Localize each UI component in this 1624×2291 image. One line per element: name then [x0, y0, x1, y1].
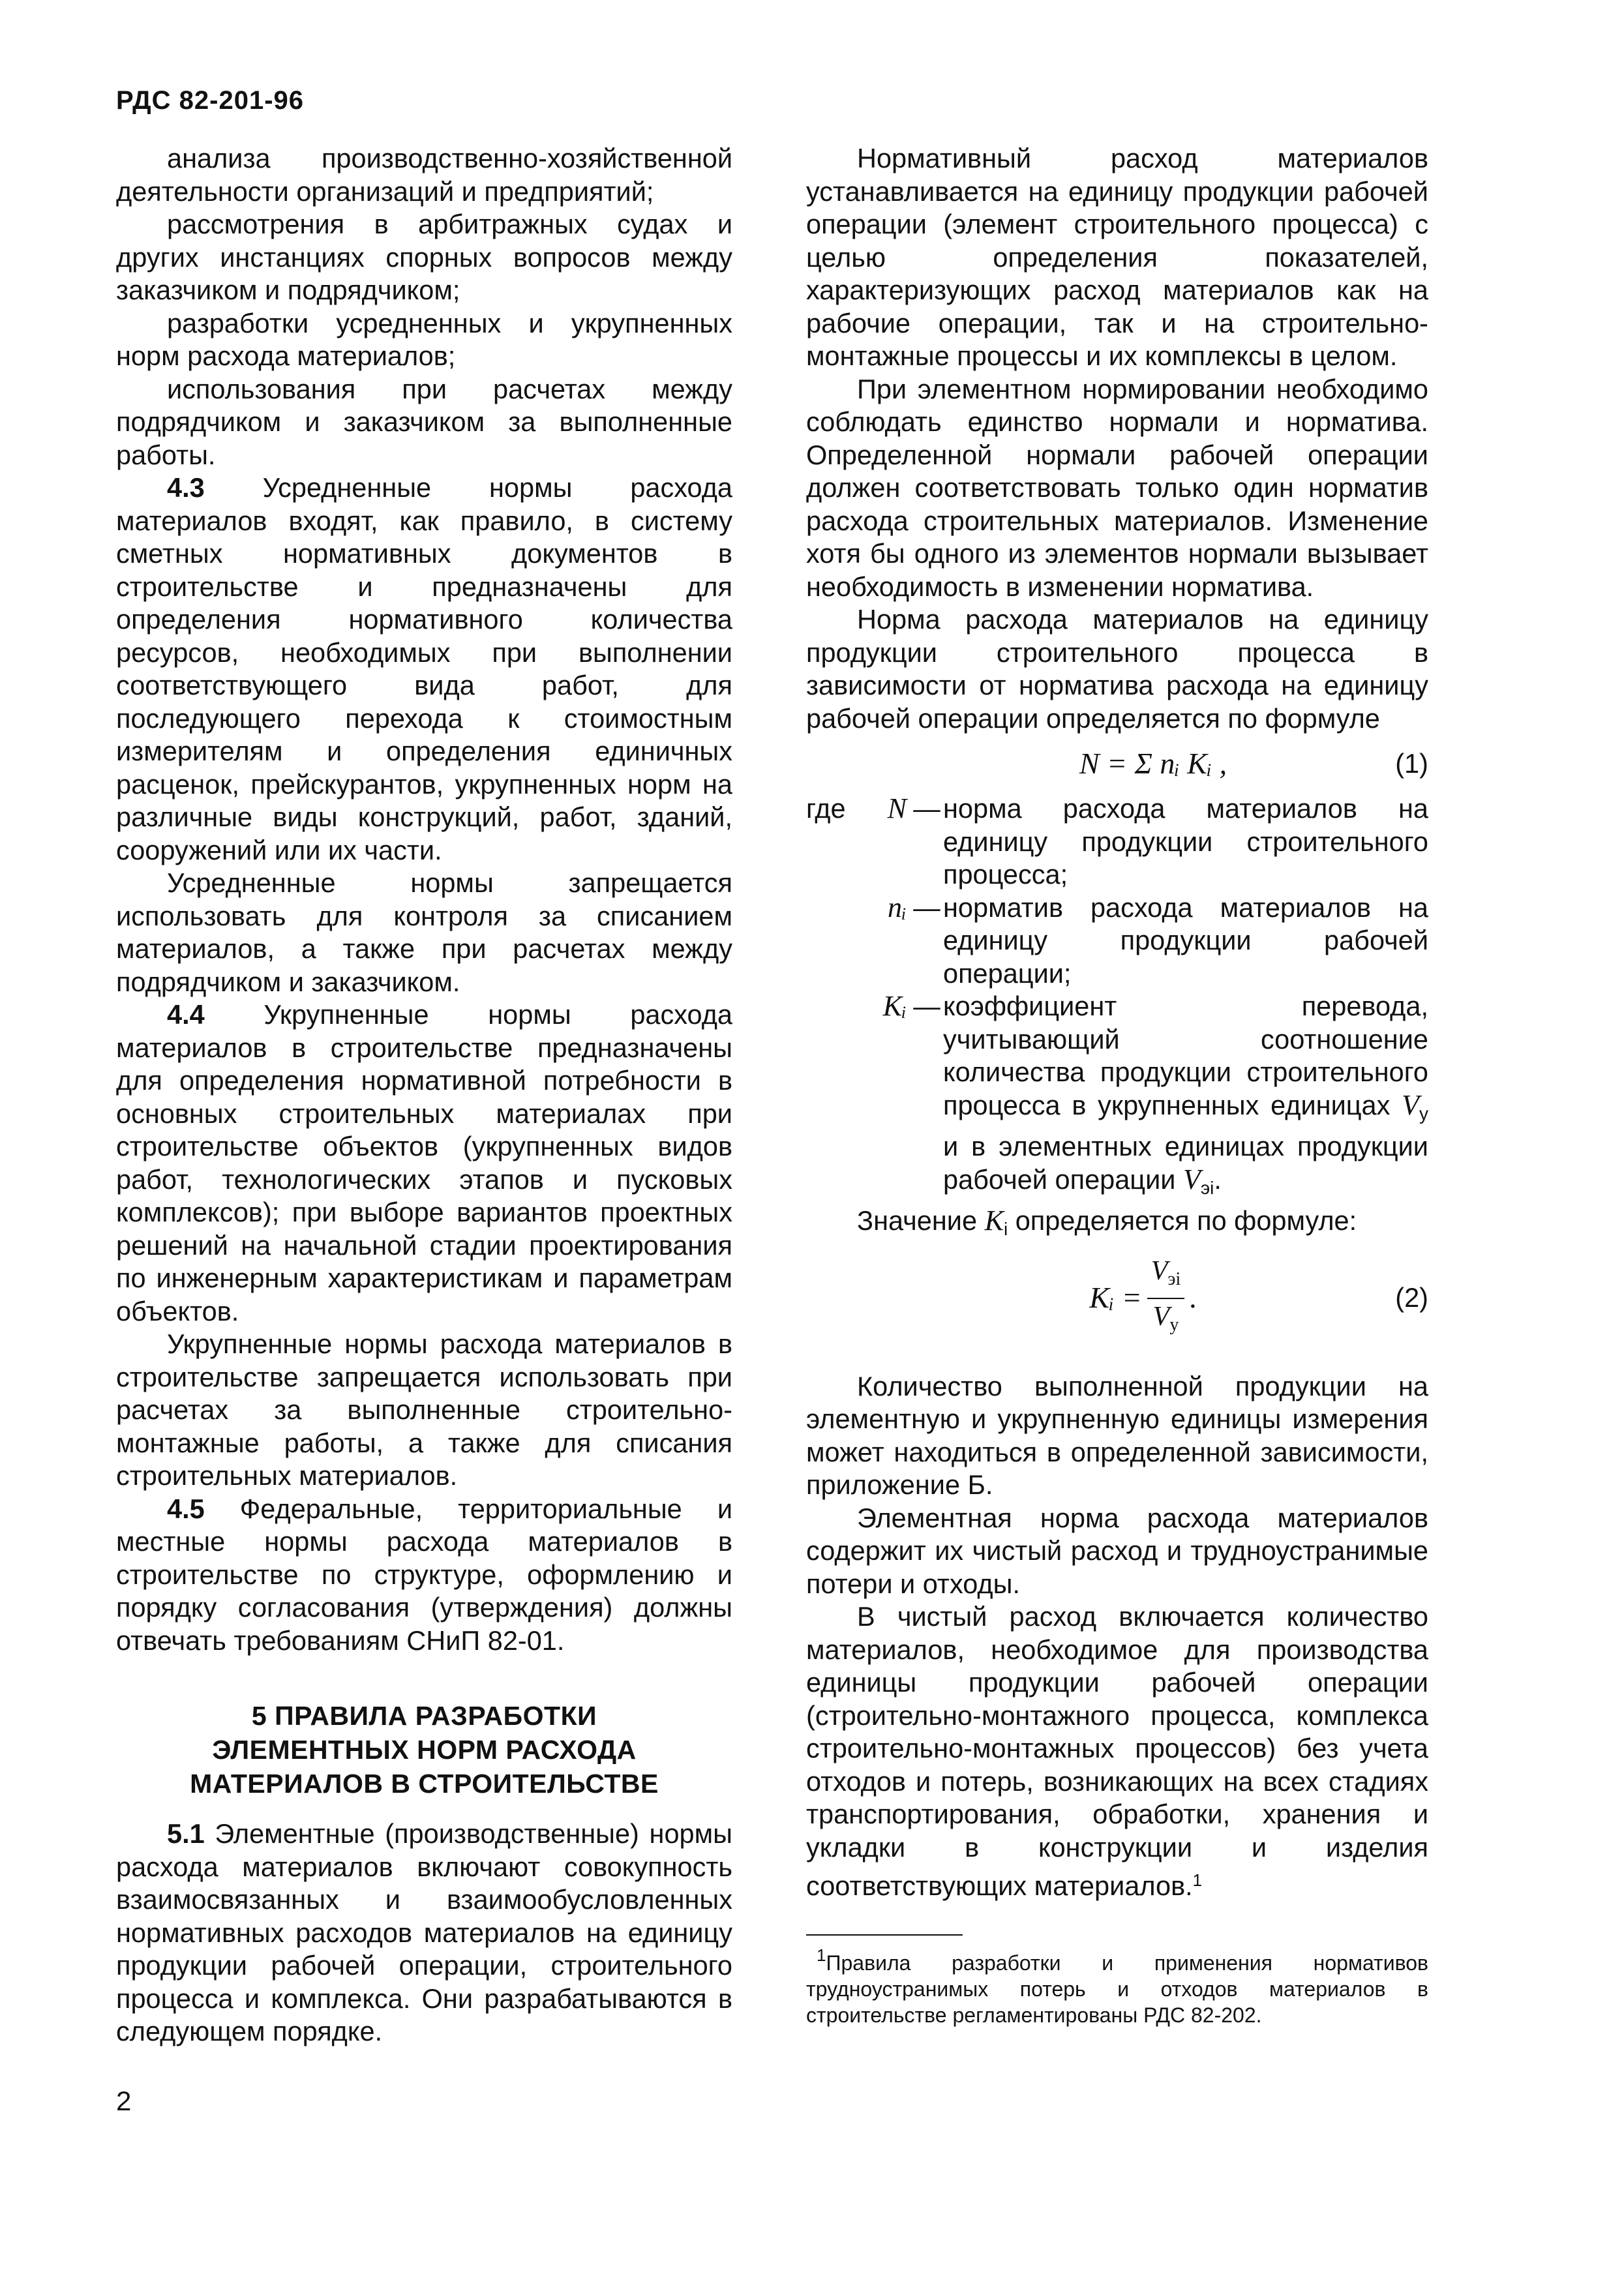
- where-description: норма расхода материалов на единицу продукции строительного процесса;: [943, 793, 1428, 890]
- footnote: $^1$Правила разработки и применения нормативов трудноустранимых потерь и отходов материалов в строительстве регламентированы РДС 82-202.: [806, 1945, 1428, 2027]
- paragraph: Нормативный расход материалов устанавливается на единицу продукции рабочей операции (элемент строительного процесса) с целью определения показателей, характеризующих расход материалов как на рабочие операции, так и на строительно-монтажные процессы и их комплексы в целом.: [806, 143, 1428, 371]
- footnote-divider: [806, 1934, 963, 1936]
- section-title-line: МАТЕРИАЛОВ В СТРОИТЕЛЬСТВЕ: [190, 1769, 659, 1799]
- paragraph: анализа производственно-хозяйственной деятельности организаций и предприятий;: [116, 143, 732, 207]
- paragraph: использования при расчетах между подрядчиком и заказчиком за выполненные работы.: [116, 373, 732, 470]
- where-word: где: [806, 793, 846, 824]
- clause-number: 4.5: [167, 1493, 205, 1524]
- where-list: [806, 792, 1428, 1205]
- paragraph-4-4: [116, 998, 732, 1328]
- clause-text: Усредненные нормы расхода материалов входят, как правило, в систему сметных нормативных документов в строительстве и предназначены для определения нормативного количества ресурсов, необходимых при выполнении соответствующего вида работ, для последующего перехода к стоимостным измерителям и определения единичных расценок, прейскурантов, укрупненных норм на различные виды конструкций, работ, зданий, сооружений или их части.: [116, 472, 732, 865]
- clause-number: 4.4: [167, 999, 205, 1030]
- where-description: норматив расхода материалов на единицу продукции рабочей операции;: [943, 891, 1428, 989]
- clause-number: 5.1: [167, 1818, 205, 1849]
- paragraph: При элементном нормировании необходимо соблюдать единство нормали и норматива. Определенной нормали рабочей операции должен соответствовать только один норматив расхода строительных материалов. Изменение хотя бы одного из элементов нормали вызывает необходимость в изменении норматива.: [806, 373, 1428, 602]
- section-title-line: ЭЛЕМЕНТНЫХ НОРМ РАСХОДА: [212, 1735, 637, 1765]
- clause-number: 4.3: [167, 472, 205, 503]
- paragraph: Значение $K_i$ определяется по формуле:: [857, 1205, 1357, 1239]
- left-column: [116, 142, 732, 2048]
- paragraph: Укрупненные нормы расхода материалов в строительстве запрещается использовать при расчетах за выполненные строительно-монтажные работы, а также для списания строительных материалов.: [116, 1328, 732, 1491]
- where-symbol-n-cap: где N: [806, 792, 910, 891]
- clause-text: Федеральные, территориальные и местные нормы расхода материалов в строительстве по структуре, оформлению и порядку согласования (утверждения) должны отвечать требованиям СНиП 82-01.: [116, 1493, 732, 1656]
- where-symbol-k: Kᵢ: [882, 990, 907, 1022]
- footnote-marker: 1: [1192, 1870, 1203, 1890]
- clause-text: Укрупненные нормы расхода материалов в строительстве предназначены для определения нормативной потребности в основных строительных материалах при строительстве объектов (укрупненных видов работ, технологических этапов и пусковых комплексов); при выборе вариантов проектных решений на начальной стадии проектирования по инженерным характеристикам и параметрам объектов.: [116, 999, 732, 1326]
- paragraph: Норма расхода материалов на единицу продукции строительного процесса в зависимости от норматива расхода на единицу рабочей операции определяется по формуле: [806, 604, 1428, 734]
- dash: —: [913, 891, 940, 923]
- dash: —: [913, 793, 940, 824]
- fraction: [1147, 1255, 1184, 1341]
- section-title: [116, 1699, 732, 1801]
- paragraph: Количество выполненной продукции на элементную и укрупненную единицы измерения может находиться в определенной зависимости, приложение Б.: [806, 1370, 1428, 1500]
- denominator: $V_у$: [1152, 1301, 1179, 1335]
- paragraph-4-3: [116, 472, 732, 867]
- paragraph: Усредненные нормы запрещается использовать для контроля за списанием материалов, а также при расчетах между подрядчиком и заказчиком.: [116, 867, 732, 997]
- where-description: коэффициент перевода, учитывающий соотношение количества продукции строительного процесса в укрупненных единицах $V_у$ и в элементных единицах продукции рабочей операции $V_{эi}$.: [943, 991, 1428, 1198]
- formula-1: [806, 739, 1428, 788]
- paragraph: рассмотрения в арбитражных судах и других инстанциях спорных вопросов между заказчиком и подрядчиком;: [116, 209, 732, 305]
- formula-number: (1): [1395, 747, 1428, 779]
- document-code-header: РДС 82-201-96: [116, 86, 305, 115]
- paragraph-5-1: [116, 1818, 732, 2048]
- numerator: $V_{эi}$: [1147, 1255, 1184, 1299]
- where-symbol-n: nᵢ: [888, 891, 907, 923]
- paragraph: В чистый расход включается количество материалов, необходимое для производства единицы продукции рабочей операции (строительно-монтажного процесса, комплекса строительно-монтажных процессов) без учета отходов и потерь, возникающих на всех стадиях транспортирования, обработки, хранения и укладки в конструкции и изделия соответствующих материалов.$^1$: [806, 1601, 1428, 1901]
- section-title-line: 5 ПРАВИЛА РАЗРАБОТКИ: [251, 1701, 597, 1731]
- dash: —: [913, 991, 940, 1021]
- paragraph-4-5: [116, 1493, 732, 1658]
- formula-expression: Kᵢ = $\frac{V_{эi}}{V_у}$ .: [806, 1255, 1383, 1341]
- paragraph: разработки усредненных и укрупненных норм расхода материалов;: [116, 307, 732, 371]
- formula-expression: N = Σ nᵢ Kᵢ ,: [1079, 746, 1227, 780]
- paragraph: Элементная норма расхода материалов содержит их чистый расход и трудноустранимые потери и отходы.: [806, 1502, 1428, 1599]
- formula-number: (2): [1395, 1282, 1428, 1313]
- page-number: 2: [116, 2086, 132, 2116]
- right-column: [806, 142, 1428, 2028]
- formula-2: [806, 1253, 1428, 1344]
- clause-text: Элементные (производственные) нормы расхода материалов включают совокупность взаимосвязанных и взаимообусловленных нормативных расходов материалов на единицу продукции рабочей операции, строительного процесса и комплекса. Они разрабатываются в следующем порядке.: [116, 1818, 732, 2046]
